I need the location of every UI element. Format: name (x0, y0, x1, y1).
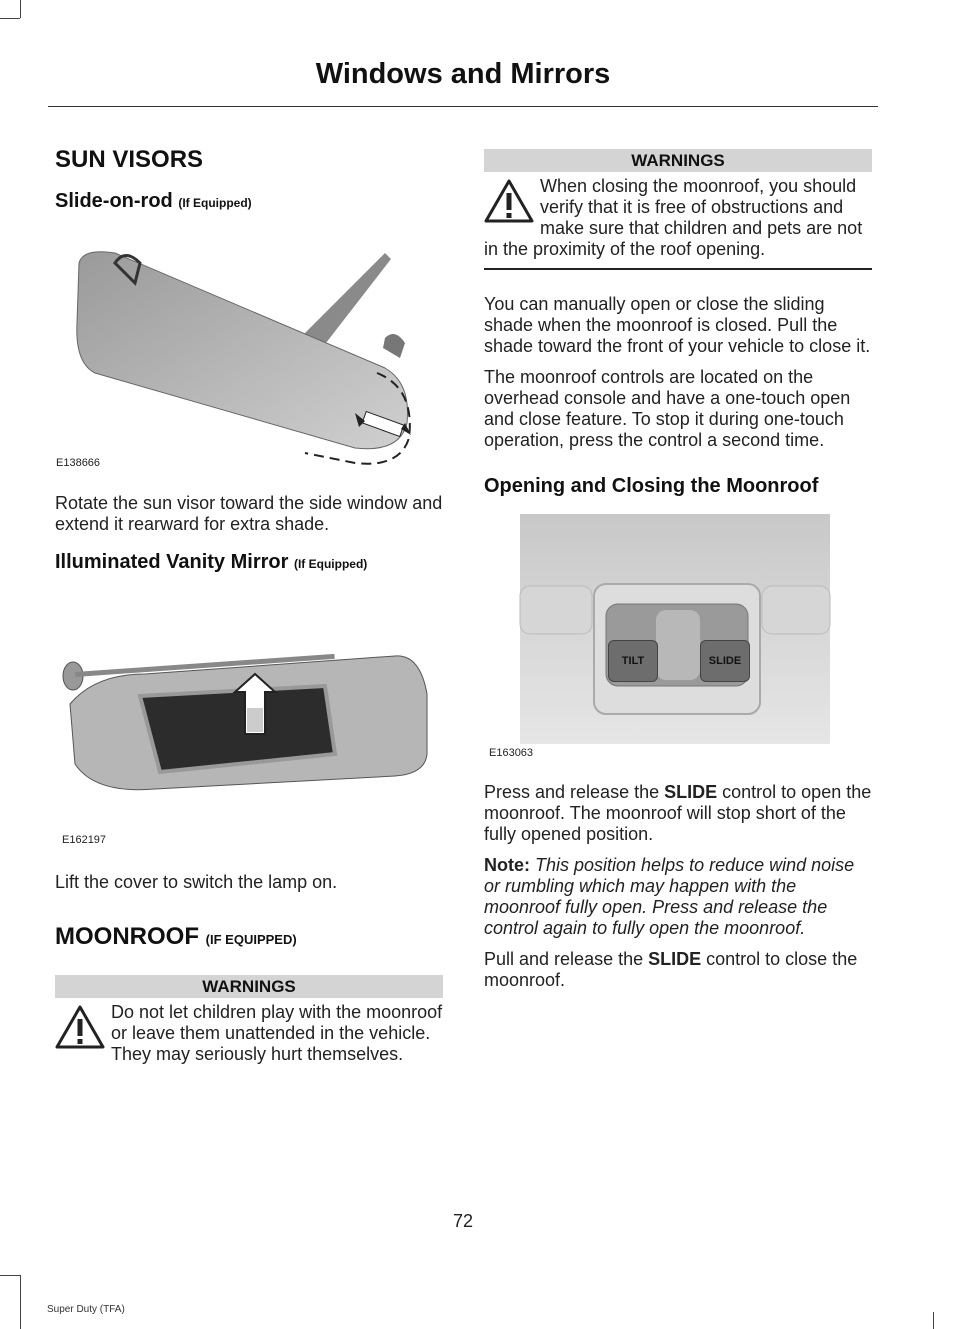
tilt-button[interactable] (608, 640, 658, 682)
sliding-shade-text: You can manually open or close the sliding shade when the moonroof is closed. Pull the shade toward the front of your vehicle to close it. (484, 294, 871, 356)
overhead-console-illustration (484, 514, 872, 770)
subheading-opening-closing: Opening and Closing the Moonroof (484, 475, 819, 497)
warning-block (55, 1002, 443, 1065)
note-text: This position helps to reduce wind noise or rumbling which may happen with the moonroof fully open. Press and release the control again to fully open the moonroof. (484, 855, 855, 938)
section-heading-sun-visors: SUN VISORS (55, 146, 204, 173)
text-part: Press and release the (484, 782, 665, 802)
warning-text: When closing the moonroof, you should verify that it is free of obstructions and make sure that children and pets are not in the proximity of the roof opening. (484, 176, 863, 259)
figure-id: E163063 (489, 747, 534, 759)
text-part: Pull and release the (484, 949, 649, 969)
crop-mark (0, 1275, 20, 1276)
equipment-tag: (IF EQUIPPED) (205, 932, 297, 947)
figure-vanity-mirror (55, 584, 443, 864)
figure-sun-visor (55, 223, 443, 485)
slide-on-rod-text: Rotate the sun visor toward the side window and extend it rearward for extra shade. (55, 493, 443, 534)
crop-mark (20, 1275, 21, 1329)
crop-mark (20, 0, 21, 18)
left-column (55, 140, 443, 1065)
crop-mark (0, 18, 20, 19)
text-part: control to close the moonroof. (484, 949, 858, 990)
right-column (484, 149, 872, 1001)
section-heading-text: MOONROOF (55, 923, 199, 950)
warning-triangle-icon (484, 178, 534, 224)
vanity-mirror-text: Lift the cover to switch the lamp on. (55, 872, 338, 892)
warning-triangle-icon (55, 1004, 105, 1050)
note-paragraph (484, 855, 872, 939)
slide-control-label: SLIDE (648, 949, 702, 969)
vanity-mirror-illustration (55, 584, 443, 864)
warning-block (484, 176, 872, 260)
slide-button-label: SLIDE (708, 655, 742, 667)
warnings-header: WARNINGS (55, 975, 443, 998)
warnings-header: WARNINGS (484, 149, 872, 172)
subheading-vanity-mirror (55, 551, 443, 574)
tilt-button-label: TILT (621, 655, 645, 667)
subheading-text: Slide-on-rod (55, 190, 173, 212)
figure-id: E162197 (62, 834, 107, 846)
open-moonroof-text (484, 782, 872, 845)
subheading-text: Illuminated Vanity Mirror (55, 551, 289, 573)
crop-mark (933, 1312, 934, 1329)
page-number: 72 (452, 1211, 474, 1231)
figure-id: E138666 (56, 457, 101, 469)
footer-model: Super Duty (TFA) (47, 1304, 125, 1315)
note-label: Note: (484, 855, 530, 875)
subheading-slide-on-rod (55, 190, 443, 213)
sun-visor-illustration (55, 223, 443, 485)
section-heading-moonroof (55, 923, 443, 951)
figure-moonroof-controls (484, 514, 872, 770)
page-title: Windows and Mirrors (315, 58, 611, 90)
warning-text: Do not let children play with the moonroof or leave them unattended in the vehicle. They may seriously hurt themselves. (111, 1002, 443, 1064)
equipment-tag: (If Equipped) (178, 196, 252, 210)
equipment-tag: (If Equipped) (293, 557, 368, 571)
warning-divider (484, 268, 872, 270)
slide-button[interactable] (700, 640, 750, 682)
moonroof-controls-text: The moonroof controls are located on the overhead console and have a one-touch open and close feature. To stop it during one-touch operation, press the control a second time. (484, 367, 851, 450)
text-part: control to open the moonroof. The moonroof will stop short of the fully opened position. (484, 782, 872, 844)
slide-control-label: SLIDE (664, 782, 718, 802)
close-moonroof-text (484, 949, 872, 991)
title-divider (48, 106, 878, 107)
